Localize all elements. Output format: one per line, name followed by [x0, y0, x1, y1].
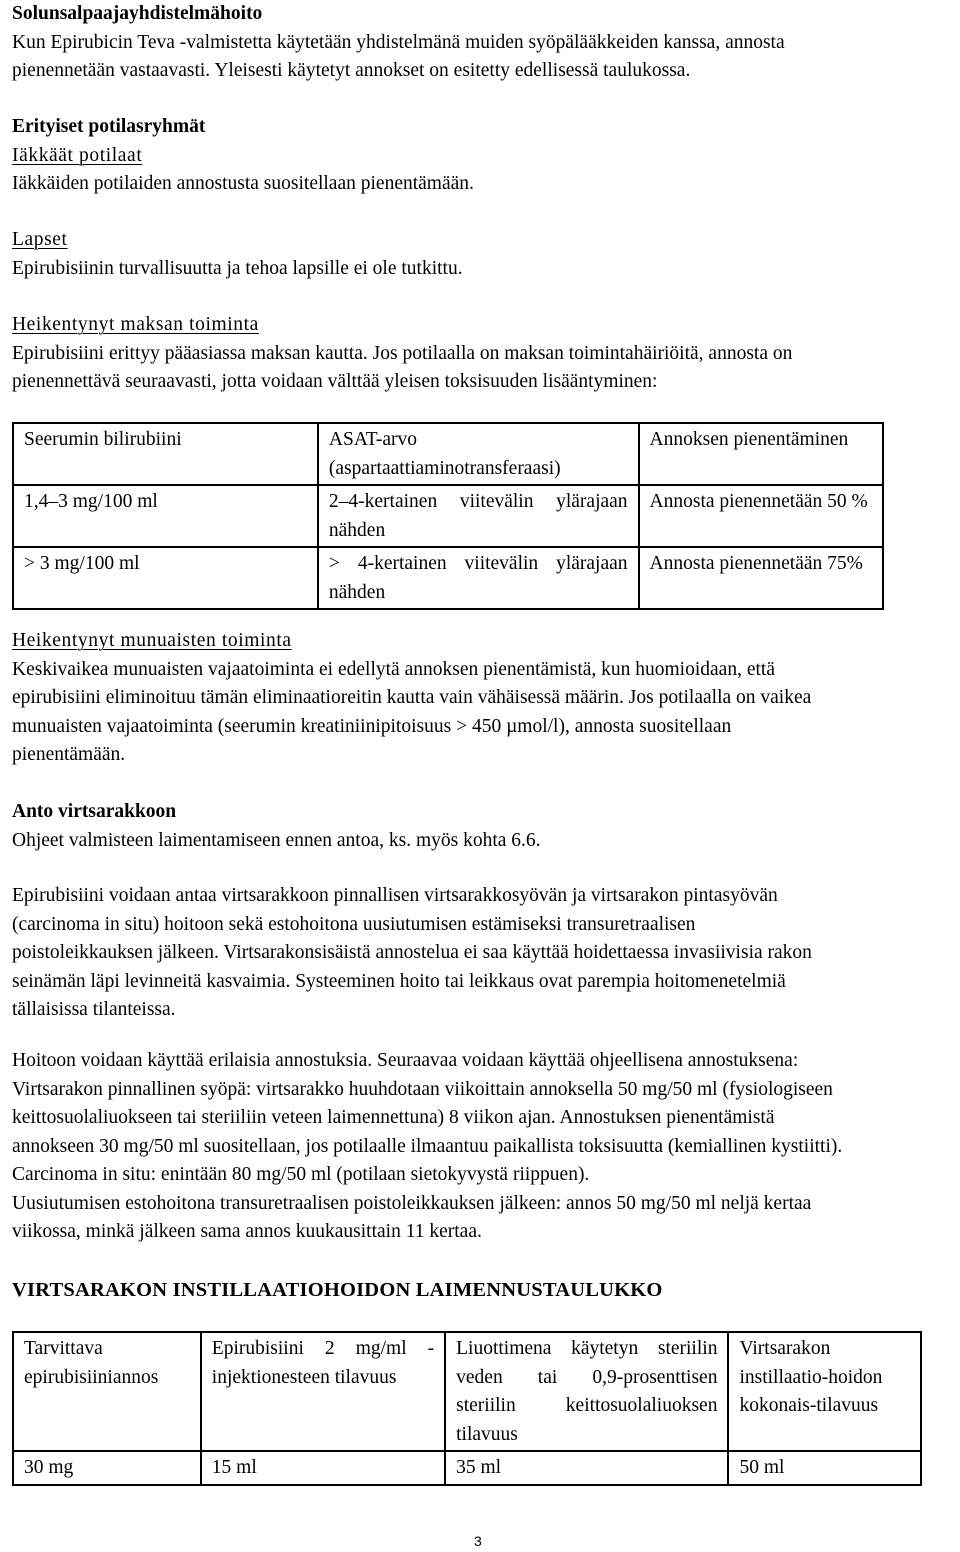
- subheading-liver: Heikentynyt maksan toiminta: [12, 314, 259, 335]
- dilution-table: [12, 1331, 922, 1486]
- page-number: 3: [474, 1533, 482, 1549]
- paragraph-line: Iäkkäiden potilaiden annostusta suositellaan pienentämään.: [12, 173, 474, 194]
- table-row: [13, 485, 883, 547]
- bladder-paragraph-2: [12, 882, 952, 1025]
- table-header-cell: Virtsarakon instillaatio-hoidon kokonais-tilavuus: [728, 1332, 921, 1451]
- paragraph-line: Epirubisiini erittyy pääasiassa maksan kautta. Jos potilaalla on maksan toimintahäiriöitä, annosta on: [12, 342, 793, 364]
- subheading-elderly: Iäkkäät potilaat: [12, 144, 143, 166]
- bladder-paragraph-3: [12, 1047, 952, 1247]
- paragraph-line: keittosuolaliuokseen tai steriiliin veteen laimennettuna) 8 viikon ajan. Annostuksen pienentämistä: [12, 1107, 775, 1128]
- paragraph-line: Hoitoon voidaan käyttää erilaisia annostuksia. Seuraavaa voidaan käyttää ohjeellisena annostuksena:: [12, 1050, 799, 1071]
- table-cell: > 3 mg/100 ml: [13, 547, 318, 609]
- special-populations-section: [12, 113, 952, 199]
- dilution-heading-block: [12, 1276, 952, 1305]
- paragraph-line: epirubisiini eliminoituu tämän eliminaatioreitin kautta vain vähäisessä määrin. Jos potilaalla on vaikea: [12, 687, 812, 708]
- table-header-cell: Seerumin bilirubiini: [13, 423, 318, 485]
- paragraph-line: Epirubisiinin turvallisuutta ja tehoa lapsille ei ole tutkittu.: [12, 257, 463, 279]
- table-header-cell: Tarvittava epirubisiiniannos: [13, 1332, 201, 1451]
- table-cell: 2–4-kertainen viitevälin ylärajaan nähden: [318, 485, 639, 547]
- section-heading: Anto virtsarakkoon: [12, 801, 177, 822]
- paragraph-line: Virtsarakon pinnallinen syöpä: virtsarakko huuhdotaan viikoittain annoksella 50 mg/50 ml (fysiologiseen: [12, 1078, 833, 1100]
- subheading-children: Lapset: [12, 229, 68, 250]
- paragraph-line: munuaisten vajaatoiminta (seerumin kreatiniinipitoisuus > 450 µmol/l), annosta suositellaan: [12, 715, 732, 737]
- paragraph-line: viikossa, minkä jälkeen sama annos kuukausittain 11 kertaa.: [12, 1221, 482, 1242]
- section-heading: Erityiset potilasryhmät: [12, 116, 206, 137]
- paragraph-line: Ohjeet valmisteen laimentamiseen ennen antoa, ks. myös kohta 6.6.: [12, 829, 541, 851]
- paragraph-line: Kun Epirubicin Teva -valmistetta käytetään yhdistelmänä muiden syöpälääkkeiden kanssa, annosta: [12, 31, 785, 53]
- kidney-section: [12, 627, 952, 770]
- intro-section: [12, 0, 952, 86]
- section-heading: Solunsalpaajayhdistelmähoito: [12, 3, 263, 24]
- table-cell: Annosta pienennetään 50 %: [639, 485, 883, 547]
- table-cell: 15 ml: [201, 1451, 445, 1485]
- subheading-kidney: Heikentynyt munuaisten toiminta: [12, 630, 292, 651]
- paragraph-line: seinämän läpi levinneitä kasvaimia. Systeeminen hoito tai leikkaus ovat parempia hoitomenetelmiä: [12, 970, 786, 992]
- paragraph-line: (carcinoma in situ) hoitoon sekä estohoitona uusiutumisen estämiseksi transuretraalisen: [12, 913, 696, 935]
- table-header-row: [13, 1332, 921, 1451]
- table-header-cell: Epirubisiini 2 mg/ml -injektionesteen tilavuus: [201, 1332, 445, 1451]
- table-cell: > 4-kertainen viitevälin ylärajaan nähden: [318, 547, 639, 609]
- paragraph-line: annokseen 30 mg/50 ml suositellaan, jos potilaalle ilmaantuu paikallista toksisuutta (kemiallinen kystiitti).: [12, 1135, 843, 1157]
- paragraph-line: pienennetään vastaavasti. Yleisesti käytetyt annokset on esitetty edellisessä taulukossa.: [12, 60, 691, 81]
- paragraph-line: pienennettävä seuraavasti, jotta voidaan välttää yleisen toksisuuden lisääntyminen:: [12, 371, 658, 392]
- table-header-cell: ASAT-arvo (aspartaattiaminotransferaasi): [318, 423, 639, 485]
- table-cell: 1,4–3 mg/100 ml: [13, 485, 318, 547]
- table-cell: 50 ml: [728, 1451, 921, 1485]
- table-row: [13, 547, 883, 609]
- paragraph-line: Epirubisiini voidaan antaa virtsarakkoon pinnallisen virtsarakkosyövän ja virtsarakon pintasyövän: [12, 885, 778, 906]
- table-cell: 30 mg: [13, 1451, 201, 1485]
- paragraph-line: Keskivaikea munuaisten vajaatoiminta ei edellytä annoksen pienentämistä, kun huomioidaan, että: [12, 658, 775, 680]
- paragraph-line: Uusiutumisen estohoitona transuretraalisen poistoleikkauksen jälkeen: annos 50 mg/50 ml neljä kertaa: [12, 1192, 812, 1214]
- table-header-cell: Annoksen pienentäminen: [639, 423, 883, 485]
- table-cell: 35 ml: [445, 1451, 728, 1485]
- paragraph-line: tällaisissa tilanteissa.: [12, 999, 176, 1020]
- table-cell: Annosta pienennetään 75%: [639, 547, 883, 609]
- table-row: [13, 1451, 921, 1485]
- paragraph-line: Carcinoma in situ: enintään 80 mg/50 ml (potilaan sietokyvystä riippuen).: [12, 1164, 590, 1185]
- bladder-section: [12, 798, 952, 855]
- section-heading: VIRTSARAKON INSTILLAATIOHOIDON LAIMENNUSTAULUKKO: [12, 1279, 663, 1301]
- liver-dosage-table: [12, 422, 884, 610]
- liver-section: [12, 311, 952, 397]
- table-header-row: [13, 423, 883, 485]
- paragraph-line: pienentämään.: [12, 744, 126, 765]
- table-header-cell: Liuottimena käytetyn steriilin veden tai 0,9-prosenttisen steriilin keittosuolaliuoksen tilavuus: [445, 1332, 728, 1451]
- paragraph-line: poistoleikkauksen jälkeen. Virtsarakonsisäistä annostelua ei saa käyttää hoidettaessa invasiivisia rakon: [12, 942, 812, 963]
- children-section: [12, 226, 952, 283]
